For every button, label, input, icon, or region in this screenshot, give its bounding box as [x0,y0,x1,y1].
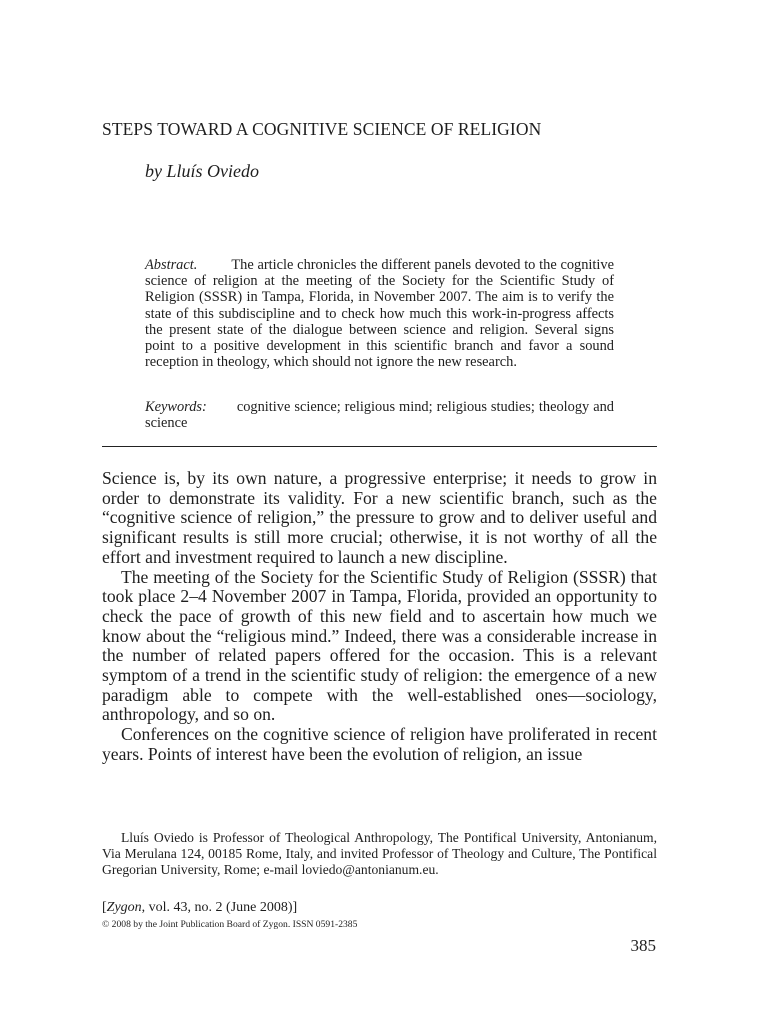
citation-details: , vol. 43, no. 2 (June 2008)] [141,900,298,915]
keywords-text: cognitive science; religious mind; religious studies; theology and science [145,399,614,432]
body-paragraph: Conferences on the cognitive science of religion have proliferated in recent years. Points of interest have been the evolution of religion, an issue [102,724,657,764]
journal-name: Zygon [106,900,142,915]
abstract-text: The article chronicles the different panels devoted to the cognitive science of religion at the meeting of the Society for the Scientific Study of Religion (SSSR) in Tampa, Florida, in November 2007. The aim is to verify the state of this subdiscipline and to check how much this work-in-progress affects the present state of the dialogue between science and religion. Several signs point to a positive development in this scientific branch and favor a sound reception in theology, which should not ignore the new research. [145,257,614,371]
author-byline: by Lluís Oviedo [145,161,259,181]
copyright-notice: © 2008 by the Joint Publication Board of Zygon. ISSN 0591-2385 [102,919,358,930]
body-paragraph: The meeting of the Society for the Scientific Study of Religion (SSSR) that took place 2–4 November 2007 in Tampa, Florida, provided an opportunity to check the pace of growth of this new field and to ascertain how much we know about the “religious mind.” Indeed, there was a considerable increase in the number of related papers offered for the occasion. This is a relevant symptom of a trend in the scientific study of religion: the emergence of a new paradigm able to compete with the well-established ones—sociology, anthropology, and so on. [102,566,657,725]
keywords-label: Keywords: [145,399,207,415]
author-footnote: Lluís Oviedo is Professor of Theological Anthropology, The Pontifical University, Antonianum, Via Merulana 124, 00185 Rome, Italy, and invited Professor of Theology and Culture, The Pontifical Gregorian University, Rome; e-mail loviedo@antonianum.eu. [102,830,657,877]
journal-citation [102,900,297,916]
abstract-block [145,257,614,370]
body-paragraph: Science is, by its own nature, a progressive enterprise; it needs to grow in order to demonstrate its validity. For a new scientific branch, such as the “cognitive science of religion,” the pressure to grow and to deliver useful and significant results is still more crucial; otherwise, it is not worthy of all the effort and investment required to launch a new discipline. [102,468,657,567]
keywords-block [145,399,614,431]
page-number: 385 [630,936,656,955]
abstract-label: Abstract. [145,257,198,273]
article-body [102,469,657,765]
section-divider [102,446,657,447]
citation-open-bracket: [ [102,900,107,915]
article-title: STEPS TOWARD A COGNITIVE SCIENCE OF RELIGION [102,119,542,139]
